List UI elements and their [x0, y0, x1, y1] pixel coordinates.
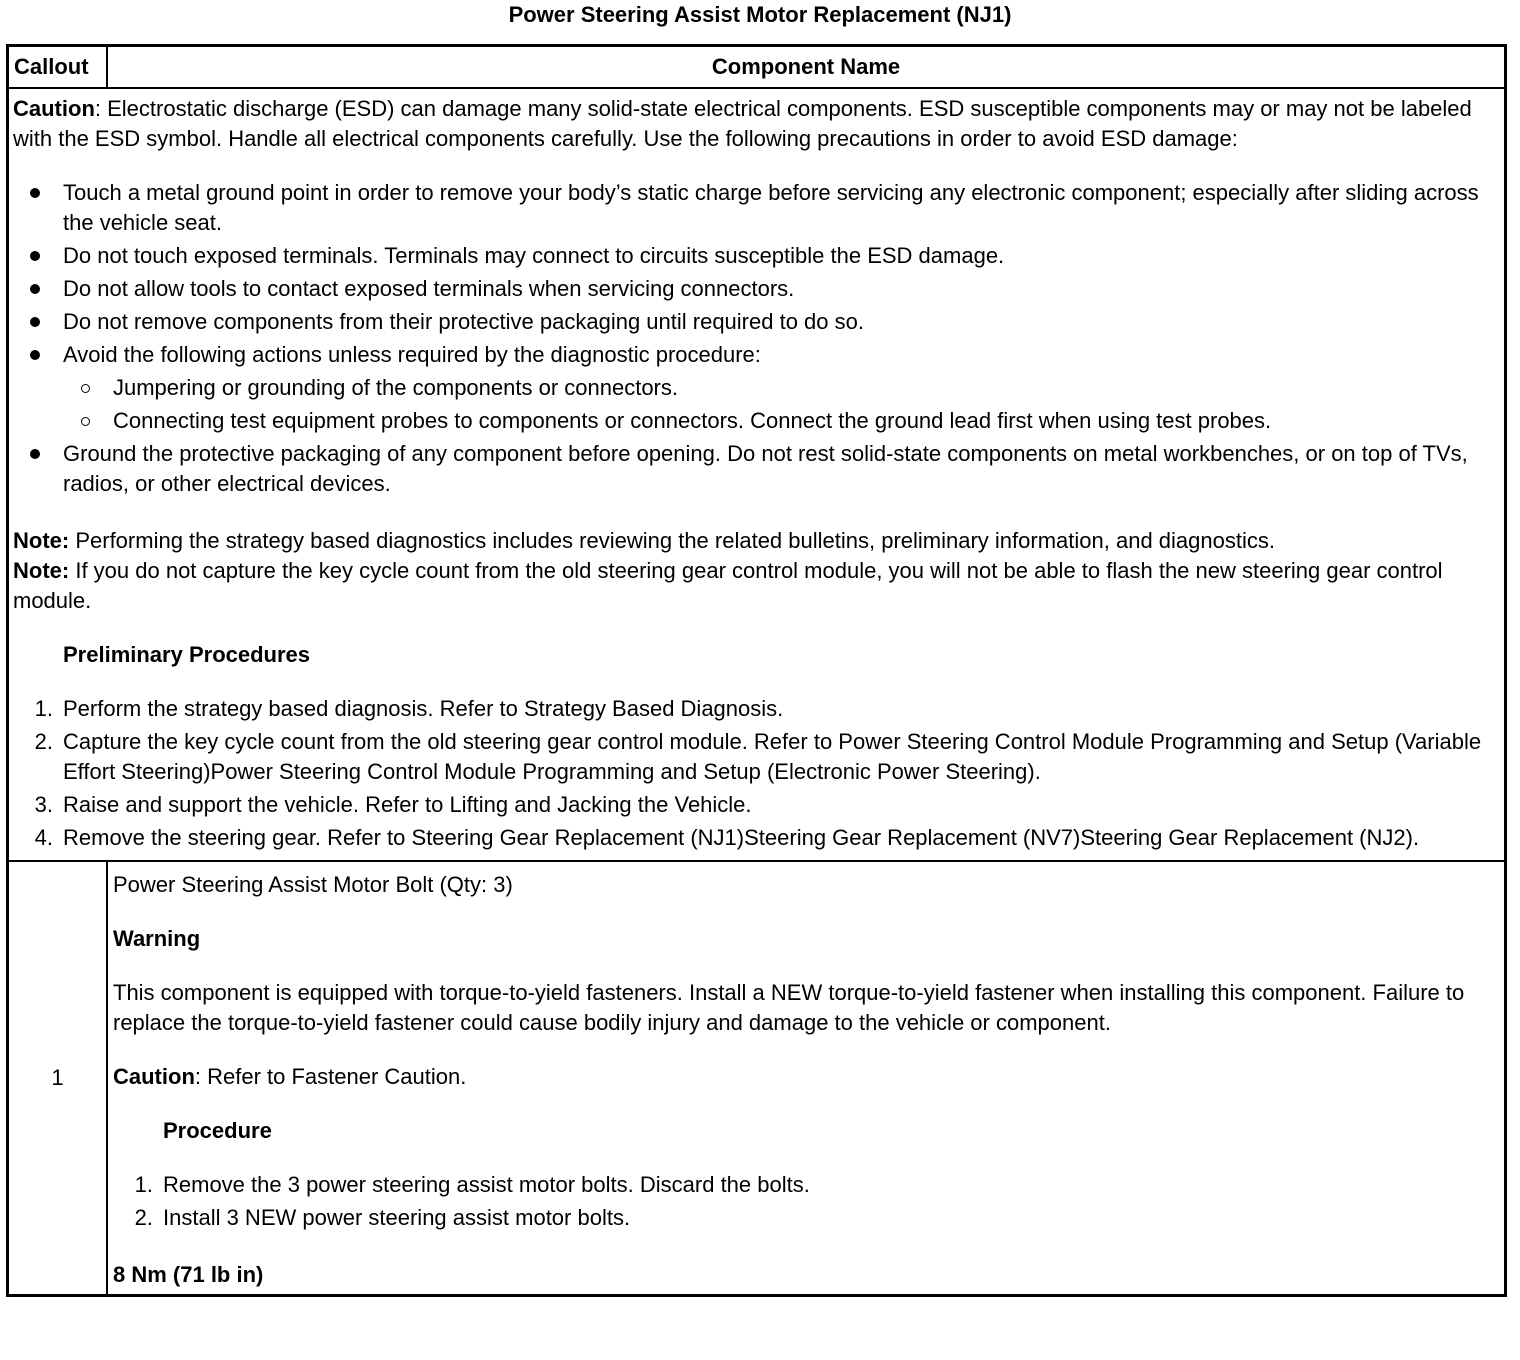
- note-key-cycle: Note: If you do not capture the key cycle count from the old steering gear control module, you will not be able to flash the new steering gear control module.: [13, 558, 1443, 613]
- warning-text: This component is equipped with torque-to-yield fasteners. Install a NEW torque-to-yield fastener when installing this component. Failure to replace the torque-to-yield fastener could cause bodily injury and damage to the vehicle or component.: [113, 980, 1465, 1035]
- esd-caution: [13, 94, 1500, 154]
- component-name-column-header: Component Name: [107, 46, 1506, 89]
- intro-row: [8, 88, 1506, 861]
- list-item: Avoid the following actions unless required by the diagnostic procedure: Jumpering or grounding of the components or connectors. Connecting test equipment probes to components or connectors. Connect the ground lead first when using test probes.: [13, 340, 1500, 436]
- list-item: Do not remove components from their protective packaging until required to do so.: [13, 307, 1500, 337]
- intro-cell: [8, 88, 1506, 861]
- fastener-caution: Caution: Refer to Fastener Caution.: [113, 1064, 467, 1089]
- list-item: Do not allow tools to contact exposed terminals when servicing connectors.: [13, 274, 1500, 304]
- warning-heading: Warning: [113, 926, 201, 951]
- caution-label: Caution: [113, 1064, 195, 1089]
- list-item: Do not touch exposed terminals. Terminals may connect to circuits susceptible the ESD damage.: [13, 241, 1500, 271]
- note-label: Note:: [13, 528, 70, 553]
- step-item: 2. Install 3 NEW power steering assist motor bolts.: [134, 1205, 631, 1230]
- caution-text: : Electrostatic discharge (ESD) can damage many solid-state electrical components. ESD susceptible components may or may not be labeled with the ESD symbol. Handle all electrical components carefully. Use the following precautions in order to avoid ESD damage:: [13, 96, 1472, 151]
- list-item: Ground the protective packaging of any component before opening. Do not rest solid-state components on metal workbenches, or on top of TVs, radios, or other electrical devices.: [13, 439, 1500, 499]
- step-item: 4. Remove the steering gear. Refer to Steering Gear Replacement (NJ1)Steering Gear Replacement (NV7)Steering Gear Replacement (NJ2).: [34, 825, 1420, 850]
- step-item: 3. Raise and support the vehicle. Refer to Lifting and Jacking the Vehicle.: [34, 792, 752, 817]
- step-item: 1. Remove the 3 power steering assist motor bolts. Discard the bolts.: [134, 1172, 810, 1197]
- callout-column-header: Callout: [8, 46, 108, 89]
- table-header-row: [8, 46, 1506, 89]
- note-strategy: Note: Performing the strategy based diagnostics includes reviewing the related bulletins, preliminary information, and diagnostics.: [13, 528, 1275, 553]
- esd-precautions-list: [13, 178, 1500, 499]
- procedure-steps-list: [113, 1170, 1500, 1233]
- page-title: Power Steering Assist Motor Replacement (NJ1): [508, 2, 1012, 27]
- callout-number: 1: [8, 861, 108, 1296]
- procedure-heading: Procedure: [163, 1118, 272, 1143]
- component-name: Power Steering Assist Motor Bolt (Qty: 3): [113, 872, 513, 897]
- component-cell: [107, 861, 1506, 1296]
- sub-list-item: Jumpering or grounding of the components or connectors.: [63, 373, 1500, 403]
- step-item: 2. Capture the key cycle count from the old steering gear control module. Refer to Power Steering Control Module Programming and Setup (Variable Effort Steering)Power Steering Control Module Programming and Setup (Electronic Power Steering).: [34, 729, 1482, 784]
- avoid-actions-sublist: [63, 373, 1500, 436]
- torque-spec: 8 Nm (71 lb in): [113, 1262, 264, 1287]
- preliminary-procedures-heading: Preliminary Procedures: [63, 642, 311, 667]
- sub-list-item: Connecting test equipment probes to components or connectors. Connect the ground lead first when using test probes.: [63, 406, 1500, 436]
- table-row: [8, 861, 1506, 1296]
- preliminary-steps-list: [13, 694, 1500, 853]
- caution-label: Caution: [13, 96, 95, 121]
- note-label: Note:: [13, 558, 70, 583]
- list-item: Touch a metal ground point in order to remove your body’s static charge before servicing any electronic component; especially after sliding across the vehicle seat.: [13, 178, 1500, 238]
- step-item: 1. Perform the strategy based diagnosis. Refer to Strategy Based Diagnosis.: [34, 696, 784, 721]
- procedure-table: [6, 44, 1507, 1297]
